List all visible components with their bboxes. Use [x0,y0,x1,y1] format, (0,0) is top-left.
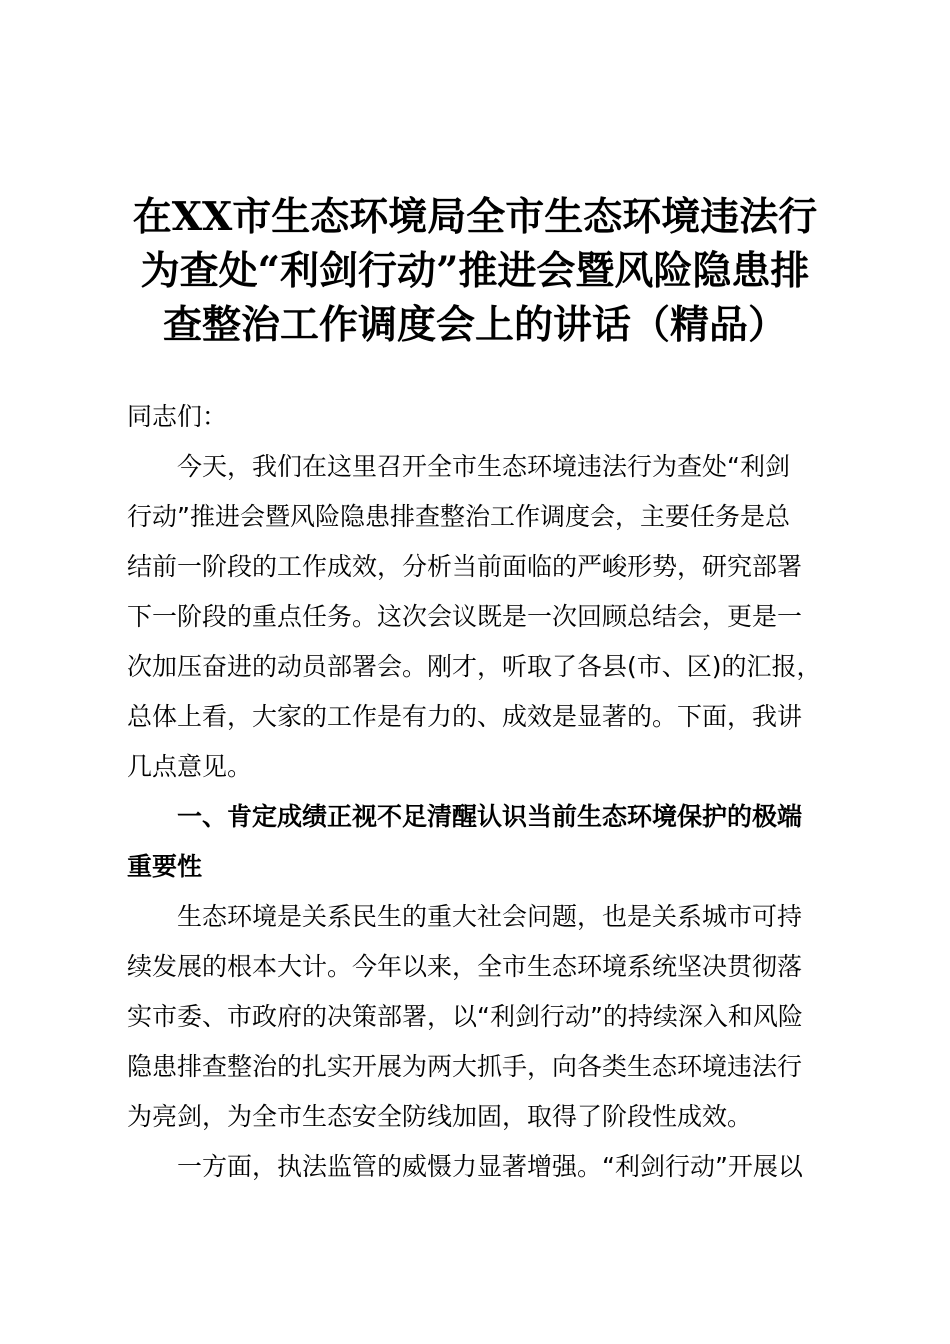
paragraph-line: 隐患排查整治的扎实开展为两大抓手，向各类生态环境违法行 [127,1052,803,1081]
paragraph-ecology [127,892,827,1142]
title-line: 在XX市生态环境局全市生态环境违法行 [132,194,818,240]
section-heading-1 [127,792,827,892]
title-line: 查整治工作调度会上的讲话（精品） [162,302,787,348]
heading-line: 重要性 [127,852,203,881]
paragraph-line: 下一阶段的重点任务。这次会议既是一次回顾总结会，更是一 [127,602,803,631]
paragraph-line: 生态环境是关系民生的重大社会问题，也是关系城市可持 [177,902,803,931]
paragraph-enforcement [127,1142,827,1192]
paragraph-line: 实市委、市政府的决策部署，以“利剑行动”的持续深入和风险 [127,1002,803,1031]
paragraph-line: 今天，我们在这里召开全市生态环境违法行为查处“利剑 [177,452,790,481]
paragraph-line: 几点意见。 [127,752,253,781]
paragraph-line: 结前一阶段的工作成效，分析当前面临的严峻形势，研究部署 [127,552,803,581]
paragraph-line: 一方面，执法监管的威慑力显著增强。“利剑行动”开展以 [177,1152,803,1181]
title-line: 为查处“利剑行动”推进会暨风险隐患排 [140,248,810,294]
salutation: 同志们： [127,402,228,431]
paragraph-line: 行动”推进会暨风险隐患排查整治工作调度会，主要任务是总 [127,502,790,531]
paragraph-line: 为亮剑，为全市生态安全防线加固，取得了阶段性成效。 [127,1102,753,1131]
paragraph-line: 总体上看，大家的工作是有力的、成效是显著的。下面，我讲 [127,702,803,731]
paragraph-line: 续发展的根本大计。今年以来，全市生态环境系统坚决贯彻落 [127,952,803,981]
paragraph-line: 次加压奋进的动员部署会。刚才，听取了各县(市、区)的汇报， [127,652,822,681]
paragraph-intro [127,442,827,792]
heading-line: 一、肯定成绩正视不足清醒认识当前生态环境保护的极端 [177,802,803,831]
document-title [120,190,830,352]
